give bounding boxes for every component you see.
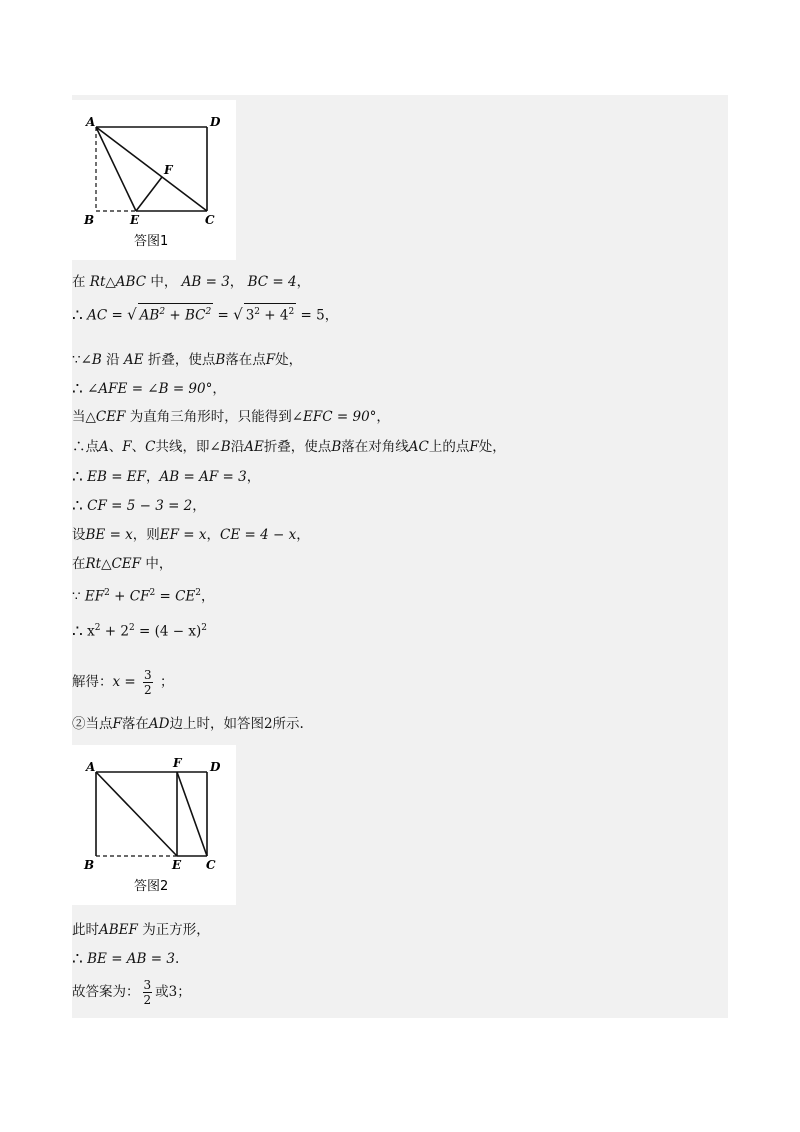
- label-A: A: [86, 760, 96, 774]
- line-3: ∵∠B 沿 AE 折叠，使点B落在点F处，: [72, 352, 303, 368]
- figure-2: [72, 745, 236, 905]
- label-B: B: [84, 858, 95, 872]
- line-16: ∴ BE = AB = 3.: [72, 949, 180, 970]
- line-2: ∴ AC = √ $AB^2 + BC^2$ = √ $3^2 + 4^2 = 5$，: [72, 303, 338, 326]
- figure-2-diagram: [72, 745, 236, 905]
- line-11: ∵ $EF^2 + CF^2 = CE^2$，: [72, 588, 215, 605]
- label-A: A: [86, 115, 96, 129]
- line-1: 在 Rt△ABC 中， AB = 3， BC = 4，: [72, 274, 311, 290]
- line-7: ∴ EB = EF，AB = AF = 3，: [72, 467, 261, 488]
- line-15: 此时ABEF 为正方形，: [72, 922, 210, 938]
- label-E: E: [130, 213, 140, 227]
- figure-1: [72, 100, 236, 260]
- fraction-answer: $\frac{3}{2}$: [143, 978, 152, 1007]
- label-C: C: [206, 858, 216, 872]
- label-F: F: [164, 163, 173, 177]
- line-4: ∴ ∠AFE = ∠B = 90°，: [72, 379, 226, 400]
- line-8: ∴ CF = 5 − 3 = 2，: [72, 496, 206, 517]
- label-F: F: [173, 756, 182, 770]
- label-B: B: [84, 213, 95, 227]
- line-17: 故答案为： $\frac{3}{2}$ 或3；: [72, 978, 191, 1007]
- figure-2-caption: 答图2: [134, 879, 169, 894]
- label-E: E: [172, 858, 182, 872]
- line-13: 解得：x = $\frac{3}{2}$ ；: [72, 668, 174, 697]
- figure-1-caption: 答图1: [134, 234, 169, 249]
- line-10: 在Rt△CEF 中，: [72, 556, 173, 572]
- figure-1-diagram: [72, 100, 236, 260]
- line-12: ∴ $x^2 + 2^2 = (4 - x)^2$: [72, 622, 207, 642]
- fraction-x: $\frac{3}{2}$: [144, 668, 152, 697]
- line-5: 当△CEF 为直角三角形时，只能得到∠EFC = 90°，: [72, 409, 390, 425]
- label-C: C: [205, 213, 215, 227]
- label-D: D: [210, 760, 221, 774]
- solution-panel: [72, 95, 728, 1018]
- line-9: 设BE = x，则EF = x，CE = 4 − x，: [72, 527, 310, 543]
- label-D: D: [210, 115, 221, 129]
- line-14: ②当点F落在AD边上时，如答图2所示.: [72, 716, 304, 732]
- line-6: ∴点A、F、C共线，即∠B沿AE折叠，使点B落在对角线AC上的点F处，: [72, 439, 506, 455]
